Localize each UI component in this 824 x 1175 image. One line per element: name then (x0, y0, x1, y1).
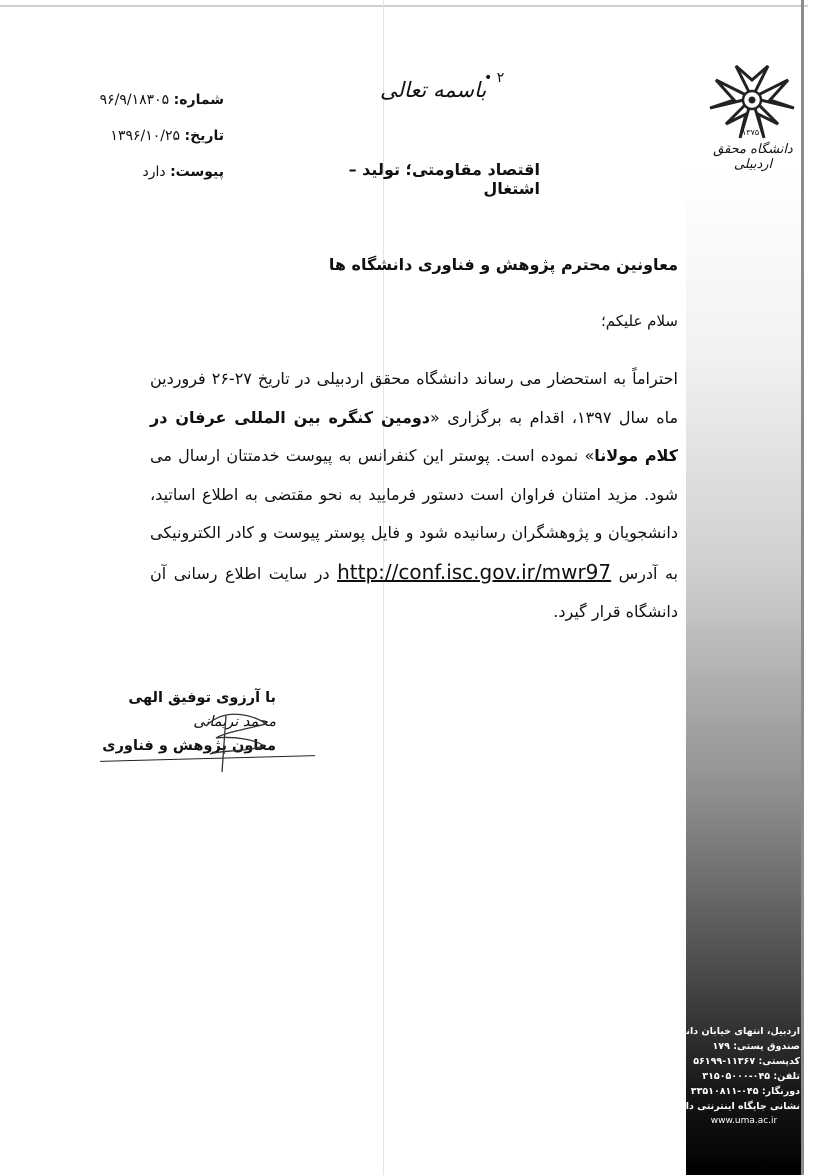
handwritten-signature-icon (196, 696, 276, 776)
body-text-part1: احتراماً به استحضار می رساند دانشگاه محقق اردبیلی در تاریخ ۲۷-۲۶ فروردین ماه سال ۱۳۹۷، اقدام به برگزاری « (150, 369, 679, 427)
congress-title: دومین کنگره بین المللی عرفان در کلام مولانا (150, 407, 678, 465)
letter-meta (84, 82, 224, 190)
address-line-2: صندوق پستی: ۱۷۹ (712, 1041, 800, 1052)
year-motto: اقتصاد مقاومتی؛ تولید – اشتغال (348, 160, 540, 198)
address-line-3: کدپستی: ۱۱۳۶۷-۵۶۱۹۹ (693, 1056, 800, 1067)
logo-year: ۱۳۷۵ (742, 128, 760, 137)
signer-title: معاون پژوهش و فناوری (102, 738, 276, 754)
addressee: معاونین محترم پژوهش و فناوری دانشگاه ها (328, 255, 678, 274)
attachment-label: پیوست: (170, 164, 224, 180)
page-edge (801, 0, 804, 1175)
body-text-part2: » نموده است. پوستر این کنفرانس به پیوست خدمتتان ارسال می شود. مزید امتنان فراوان است دستور فرمایید به نحو مقتضی به اطلاع اساتید، دانشجویان و پژوهشگران رسانیده شود و فایل پوستر پیوست و کادر الکترونیکی به آدرس (150, 446, 679, 583)
website-link[interactable]: www.uma.ac.ir (710, 1116, 778, 1126)
address-line-4: تلفن: ۰۴۵-۳۱۵۰۵۰۰۰ (702, 1071, 800, 1082)
address-line-6: نشانی جایگاه اینترنتی دانشگاه (657, 1101, 800, 1112)
date-value: ۱۳۹۶/۱۰/۲۵ (110, 128, 181, 144)
number-label: شماره: (173, 92, 224, 108)
letter-attachment (84, 154, 224, 190)
letter-number (84, 82, 224, 118)
signer-name: محمد نریمانی (193, 714, 276, 730)
conference-url-link[interactable]: http://conf.isc.gov.ir/mwr97 (337, 559, 612, 584)
attachment-value: دارد (142, 164, 166, 180)
scan-edge-line (0, 5, 808, 7)
invocation-text: باسمه تعالی (380, 78, 487, 102)
date-label: تاریخ: (184, 128, 224, 144)
university-address (657, 1024, 800, 1129)
letter-body (150, 360, 678, 632)
address-line-5: دورنگار: ۰۴۵-۳۳۵۱۰۸۱۱ (690, 1086, 800, 1097)
university-name-logo-text: دانشگاه محقق اردبیلی (713, 142, 793, 172)
letter-date (84, 118, 224, 154)
number-value: ۹۶/۹/۱۸۳۰۵ (99, 92, 170, 108)
invocation-mark: • ۲ (484, 70, 505, 86)
greeting: سلام علیکم؛ (600, 312, 678, 330)
body-text-part3: در سایت اطلاع رسانی آن دانشگاه قرار گیرد. (150, 563, 678, 621)
address-line-1: اردبیل، انتهای خیابان دانشگاه (662, 1026, 800, 1037)
closing-text: با آرزوی توفیق الهی (128, 690, 276, 706)
